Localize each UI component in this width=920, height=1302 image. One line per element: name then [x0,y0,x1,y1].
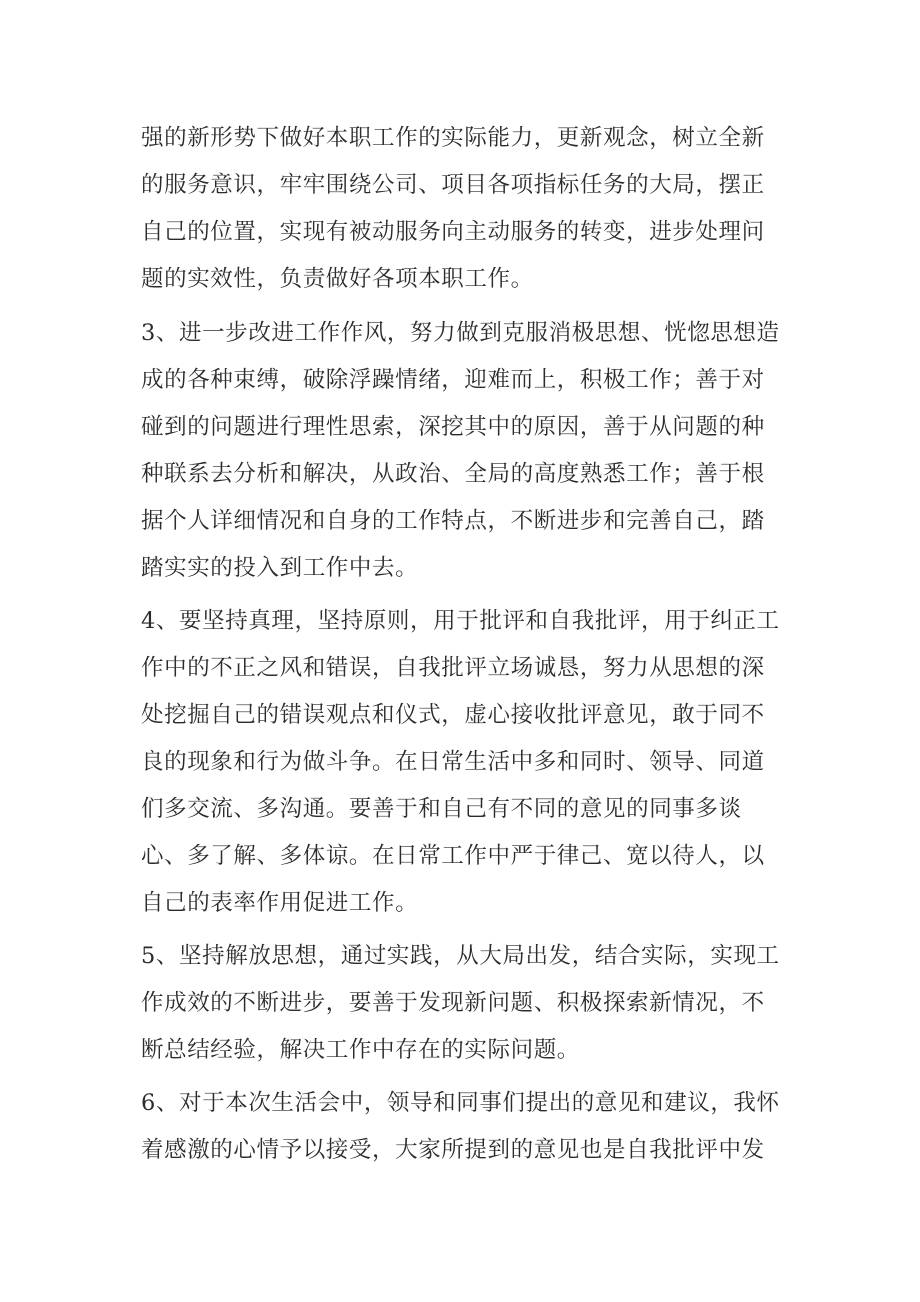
text-line: 成的各种束缚，破除浮躁情绪，迎难而上，积极工作；善于对 [141,367,765,393]
text-line: 6、对于本次生活会中，领导和同事们提出的意见和建议，我怀 [141,1090,780,1116]
text-line: 作成效的不断进步，要善于发现新问题、积极探索新情况，不 [141,990,765,1016]
text-line: 作中的不正之风和错误，自我批评立场诚恳，努力从思想的深 [141,655,765,681]
text-line: 自己的表率作用促进工作。 [141,890,419,916]
text-line: 种联系去分析和解决，从政治、全局的高度熟悉工作；善于根 [141,461,765,487]
text-line: 自己的位置，实现有被动服务向主动服务的转变，进步处理问 [141,219,765,245]
text-line: 5、坚持解放思想，通过实践，从大局出发，结合实际，实现工 [141,943,780,969]
text-line: 处挖掘自己的错误观点和仪式，虚心接收批评意见，敢于同不 [141,702,765,728]
text-line: 们多交流、多沟通。要善于和自己有不同的意见的同事多谈 [141,796,742,822]
text-line: 据个人详细情况和自身的工作特点，不断进步和完善自己，踏 [141,508,765,534]
text-line: 着感激的心情予以接受，大家所提到的意见也是自我批评中发 [141,1137,765,1163]
text-line: 强的新形势下做好本职工作的实际能力，更新观念，树立全新 [141,125,765,151]
text-line: 心、多了解、多体谅。在日常工作中严于律己、宽以待人，以 [141,843,765,869]
text-line: 断总结经验，解决工作中存在的实际问题。 [141,1037,580,1063]
text-line: 良的现象和行为做斗争。在日常生活中多和同时、领导、同道 [141,749,765,775]
text-line: 题的实效性，负责做好各项本职工作。 [141,266,534,292]
text-line: 的服务意识，牢牢围绕公司、项目各项指标任务的大局，摆正 [141,172,765,198]
text-line: 踏实实的投入到工作中去。 [141,555,419,581]
text-line: 4、要坚持真理，坚持原则，用于批评和自我批评，用于纠正工 [141,608,780,634]
text-line: 3、进一步改进工作作风，努力做到克服消极思想、恍惚思想造 [141,320,780,346]
text-line: 碰到的问题进行理性思索，深挖其中的原因，善于从问题的种 [141,414,765,440]
